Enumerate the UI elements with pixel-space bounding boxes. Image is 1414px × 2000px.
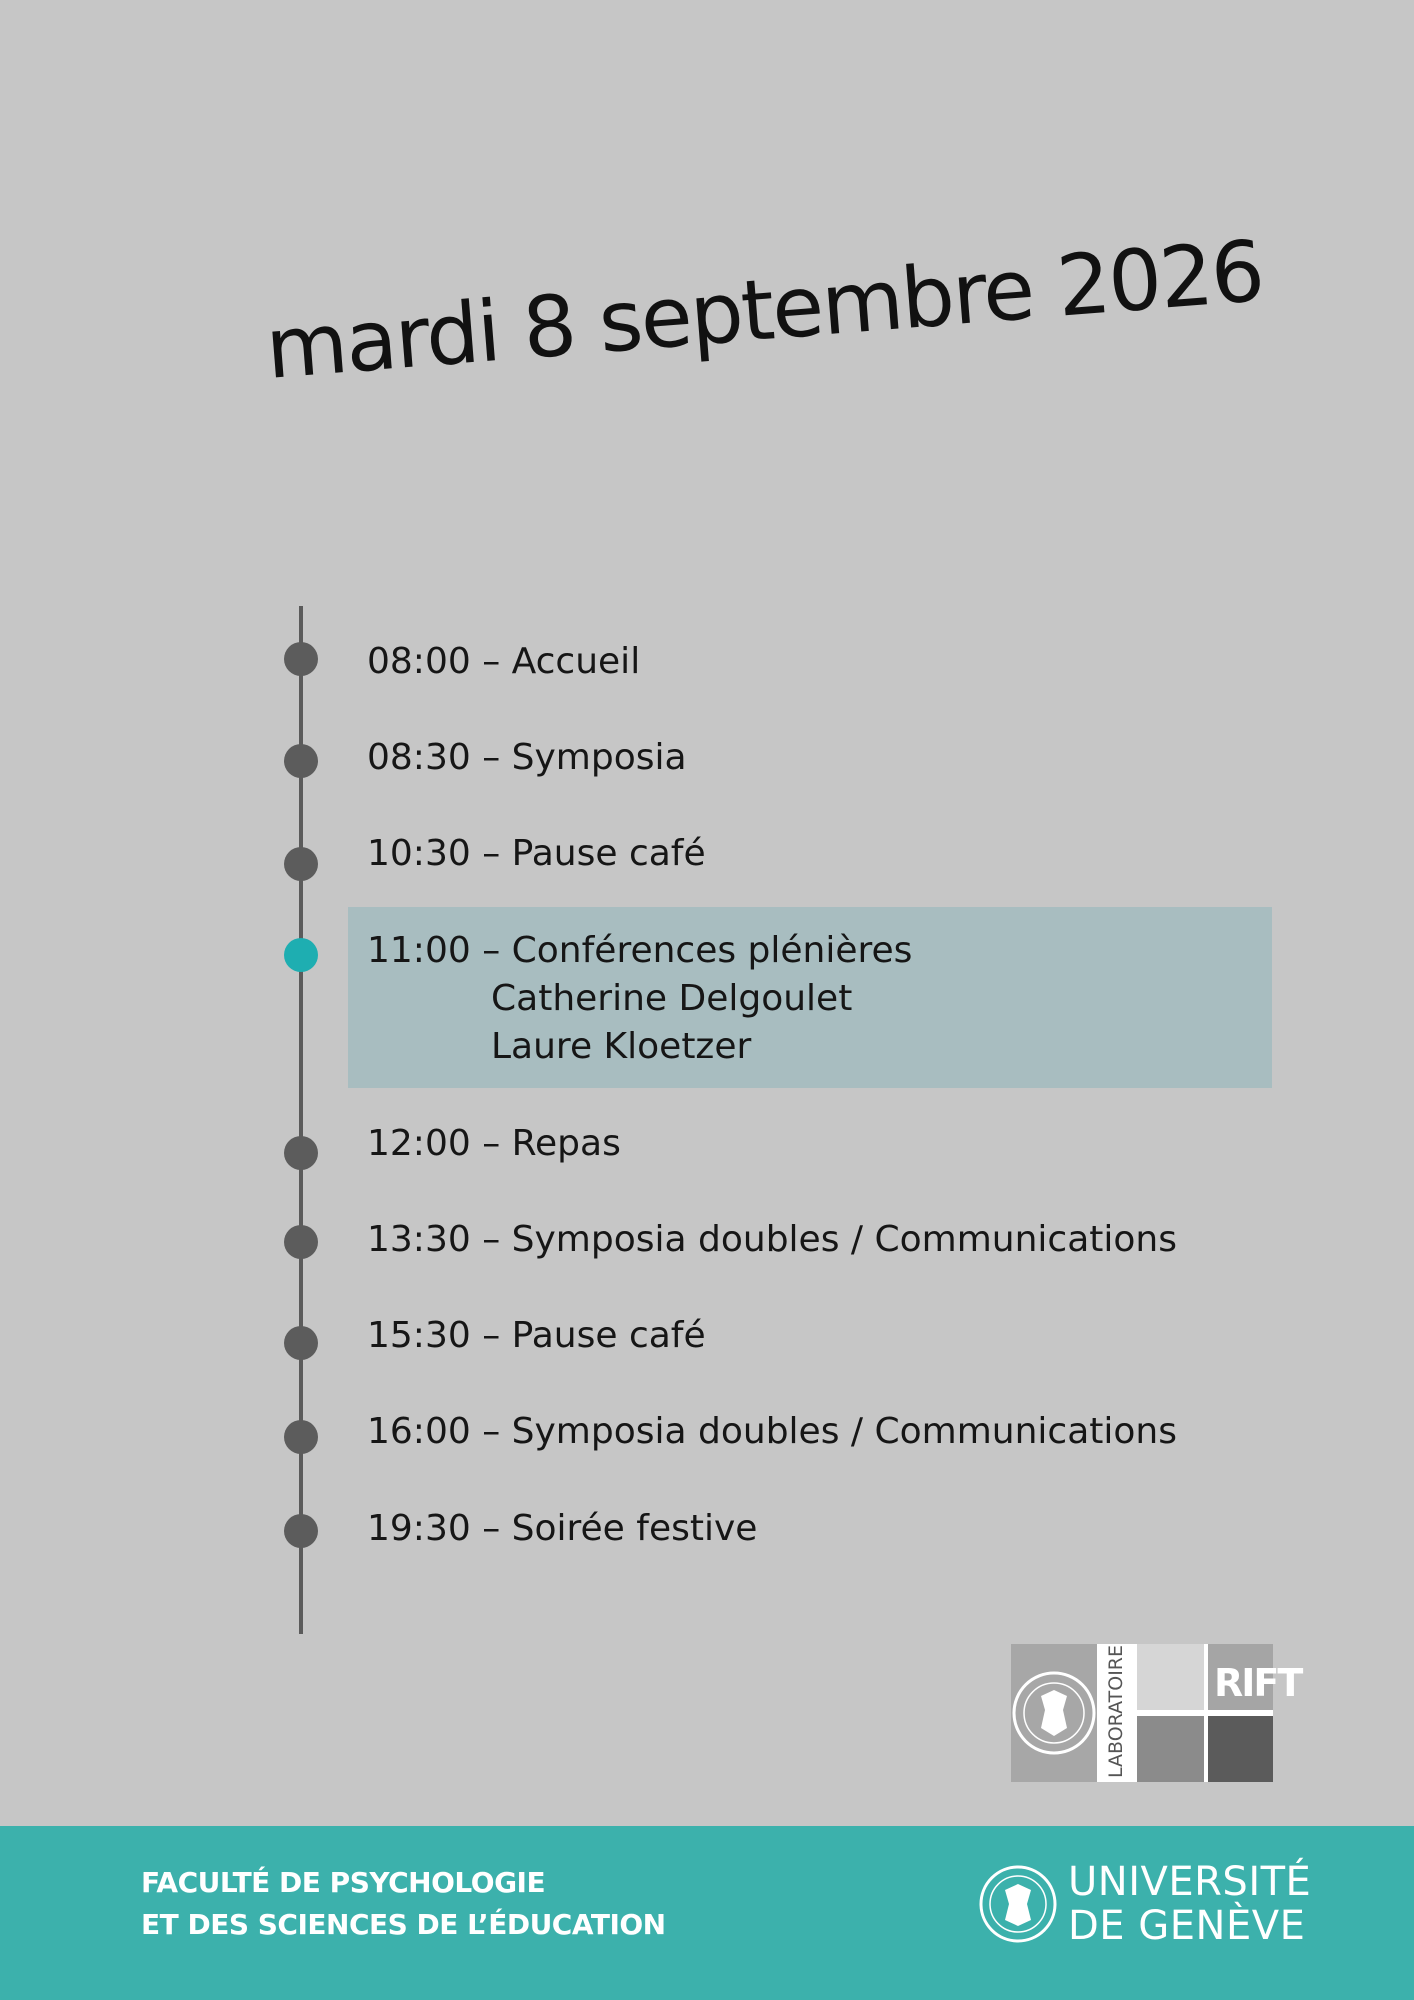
event-label: Accueil xyxy=(511,641,641,682)
schedule-item xyxy=(367,734,687,782)
event-label: Pause café xyxy=(511,833,706,874)
event-time: 08:00 xyxy=(367,641,471,682)
event-time: 19:30 xyxy=(367,1508,471,1549)
speaker-name: Catherine Delgoulet xyxy=(491,978,853,1019)
timeline-dot xyxy=(284,642,318,676)
university-seal-icon xyxy=(978,1864,1058,1944)
footer xyxy=(0,1826,1414,2000)
timeline-dot-active xyxy=(284,938,318,972)
schedule-item xyxy=(367,1408,1177,1456)
schedule-item xyxy=(367,1312,706,1360)
event-separator: – xyxy=(470,1315,512,1356)
schedule-item xyxy=(367,1120,621,1168)
event-separator: – xyxy=(470,833,512,874)
event-label: Symposia doubles / Communications xyxy=(511,1219,1177,1260)
event-label: Conférences plénières xyxy=(511,930,913,971)
event-separator: – xyxy=(470,641,512,682)
timeline-dot xyxy=(284,1514,318,1548)
event-label: Symposia xyxy=(511,737,687,778)
event-separator: – xyxy=(470,737,512,778)
university-line-1: UNIVERSITÉ xyxy=(1068,1859,1312,1905)
event-separator: – xyxy=(470,1123,512,1164)
page-title: mardi 8 septembre 2026 xyxy=(262,221,1267,398)
event-label: Pause café xyxy=(511,1315,706,1356)
event-separator: – xyxy=(470,1411,512,1452)
event-time: 15:30 xyxy=(367,1315,471,1356)
schedule-item-highlighted xyxy=(367,927,912,975)
timeline-dot xyxy=(284,1136,318,1170)
event-separator: – xyxy=(470,1219,512,1260)
faculty-line-1: FACULTÉ DE PSYCHOLOGIE xyxy=(141,1866,546,1899)
event-time: 12:00 xyxy=(367,1123,471,1164)
schedule-item xyxy=(367,638,640,686)
event-separator: – xyxy=(470,1508,512,1549)
timeline-dot xyxy=(284,1225,318,1259)
schedule-item xyxy=(367,1505,757,1553)
lab-vertical-text: LABORATOIRE xyxy=(1105,1645,1127,1778)
speaker-name: Laure Kloetzer xyxy=(491,1026,752,1067)
timeline-dot xyxy=(284,744,318,778)
university-line-2: DE GENÈVE xyxy=(1068,1903,1306,1949)
timeline-dot xyxy=(284,1326,318,1360)
event-time: 10:30 xyxy=(367,833,471,874)
timeline-dot xyxy=(284,1420,318,1454)
university-name xyxy=(1068,1860,1311,1948)
faculty-name xyxy=(141,1862,666,1946)
event-separator: – xyxy=(470,930,512,971)
event-time: 16:00 xyxy=(367,1411,471,1452)
schedule-item xyxy=(367,830,706,878)
schedule-item xyxy=(367,1216,1177,1264)
event-time: 08:30 xyxy=(367,737,471,778)
event-label: Symposia doubles / Communications xyxy=(511,1411,1177,1452)
event-label: Soirée festive xyxy=(511,1508,758,1549)
lab-name: RIFT xyxy=(1214,1661,1302,1705)
event-time: 11:00 xyxy=(367,930,471,971)
rift-lab-logo xyxy=(1011,1644,1302,1782)
timeline-dot xyxy=(284,847,318,881)
event-label: Repas xyxy=(511,1123,621,1164)
event-time: 13:30 xyxy=(367,1219,471,1260)
faculty-line-2: ET DES SCIENCES DE L’ÉDUCATION xyxy=(141,1908,666,1941)
